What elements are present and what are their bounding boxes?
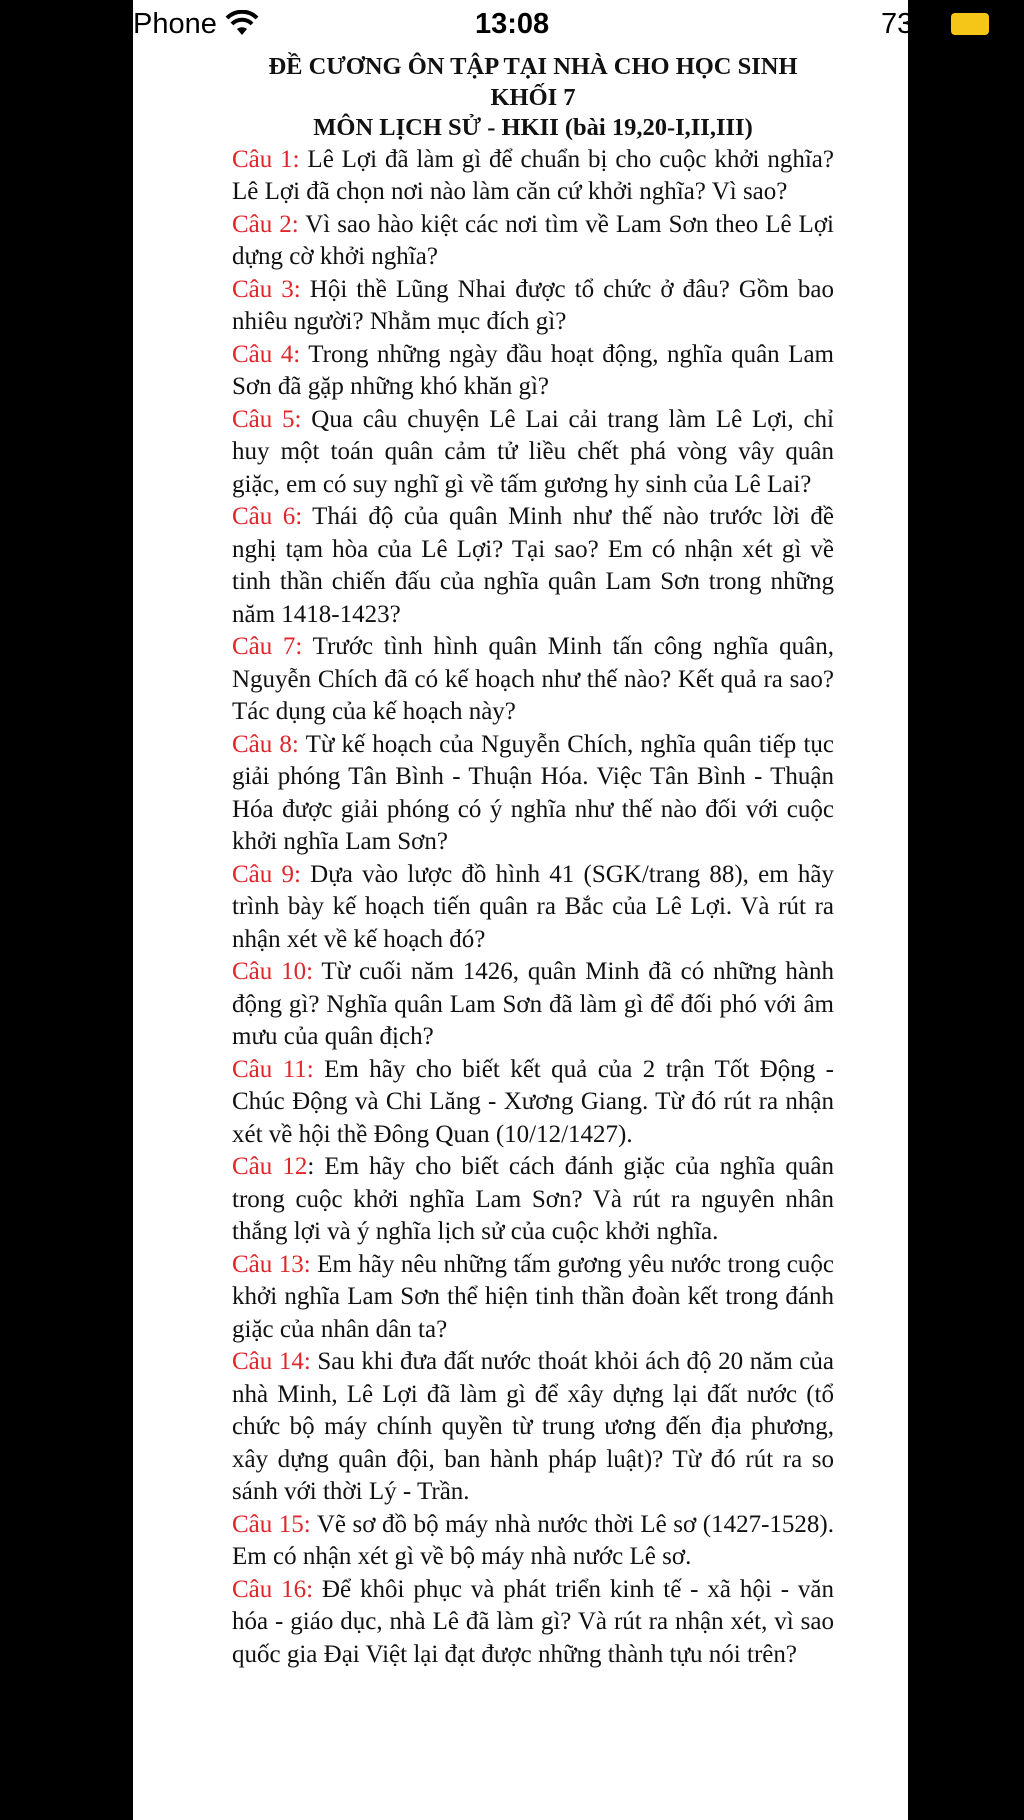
question-text: Trước tình hình quân Minh tấn công nghĩa quân, Nguyễn Chích đã có kế hoạch như thế nào? Kết quả ra sao? Tác dụng của kế hoạch này? bbox=[232, 633, 834, 725]
question-item bbox=[232, 631, 834, 729]
question-item bbox=[232, 501, 834, 631]
question-label: Câu 15: bbox=[232, 1510, 311, 1538]
question-text: Em hãy cho biết kết quả của 2 trận Tốt Động - Chúc Động và Chi Lăng - Xương Giang. Từ đó rút ra nhận xét về hội thề Đông Quan (10/12/1427). bbox=[232, 1055, 834, 1148]
title-line-3: MÔN LỊCH SỬ - HKII (bài 19,20-I,II,III) bbox=[313, 114, 753, 141]
question-text: Vẽ sơ đồ bộ máy nhà nước thời Lê sơ (1427-1528). Em có nhận xét gì về bộ máy nhà nước Lê sơ. bbox=[232, 1510, 835, 1570]
question-text: Dựa vào lược đồ hình 41 (SGK/trang 88), em hãy trình bày kế hoạch tiến quân ra Bắc của Lê Lợi. Và rút ra nhận xét về kế hoạch đó? bbox=[232, 860, 835, 953]
title-line-2: KHỐI 7 bbox=[490, 83, 576, 111]
question-item bbox=[232, 1574, 834, 1672]
question-item bbox=[232, 956, 834, 1054]
question-item bbox=[232, 729, 834, 859]
question-text: : Em hãy cho biết cách đánh giặc của nghĩa quân trong cuộc khởi nghĩa Lam Sơn? Và rút ra nguyên nhân thắng lợi và ý nghĩa lịch sử của cuộc khởi nghĩa. bbox=[232, 1153, 834, 1245]
question-item bbox=[232, 859, 834, 957]
question-item bbox=[232, 209, 834, 274]
question-label: Câu 8: bbox=[232, 730, 299, 758]
title-line-1: ĐỀ CƯƠNG ÔN TẬP TẠI NHÀ CHO HỌC SINH bbox=[268, 53, 798, 80]
question-label: Câu 10: bbox=[232, 958, 314, 985]
question-text: Từ cuối năm 1426, quân Minh đã có những hành động gì? Nghĩa quân Lam Sơn đã làm gì để đối phó với âm mưu của quân địch? bbox=[232, 958, 835, 1050]
battery-percent: 73 bbox=[881, 8, 914, 40]
question-item bbox=[232, 404, 834, 502]
question-label: Câu 2: bbox=[232, 210, 299, 238]
question-text: Vì sao hào kiệt các nơi tìm về Lam Sơn theo Lê Lợi dựng cờ khởi nghĩa? bbox=[232, 210, 834, 270]
question-text: Để khôi phục và phát triển kinh tế - xã hội - văn hóa - giáo dục, nhà Lê đã làm gì? Và rút ra nhận xét, vì sao quốc gia Đại Việt lại đạt được những thành tựu nói trên? bbox=[232, 1575, 835, 1668]
question-item bbox=[232, 339, 834, 404]
question-list bbox=[232, 144, 834, 1672]
question-item bbox=[232, 274, 834, 339]
question-label: Câu 9: bbox=[232, 860, 301, 888]
question-text: Thái độ của quân Minh như thế nào trước lời đề nghị tạm hòa của Lê Lợi? Tại sao? Em có nhận xét gì về tinh thần chiến đấu của nghĩa quân Lam Sơn trong những năm 1418-1423? bbox=[232, 503, 834, 628]
question-label: Câu 7: bbox=[232, 633, 303, 660]
question-text: Hội thề Lũng Nhai được tổ chức ở đâu? Gồm bao nhiêu người? Nhằm mục đích gì? bbox=[232, 275, 834, 335]
question-text: Qua câu chuyện Lê Lai cải trang làm Lê Lợi, chỉ huy một toán quân cảm tử liều chết phá vòng vây quân giặc, em có suy nghĩ gì về tấm gương hy sinh của Lê Lai? bbox=[232, 405, 834, 498]
question-label: Câu 14: bbox=[232, 1348, 311, 1375]
question-label: Câu 12 bbox=[232, 1153, 308, 1180]
question-label: Câu 4: bbox=[232, 340, 301, 368]
question-item bbox=[232, 1346, 834, 1509]
question-label: Câu 11: bbox=[232, 1055, 314, 1083]
question-label: Câu 6: bbox=[232, 503, 303, 530]
question-label: Câu 1: bbox=[232, 145, 300, 173]
question-text: Em hãy nêu những tấm gương yêu nước trong cuộc khởi nghĩa Lam Sơn thể hiện tinh thần đoàn kết trong đánh giặc của nhân dân ta? bbox=[232, 1250, 834, 1343]
clock-time: 13:08 bbox=[475, 8, 550, 40]
question-label: Câu 3: bbox=[232, 275, 301, 303]
battery-icon bbox=[951, 13, 989, 35]
wifi-icon bbox=[225, 10, 259, 36]
question-label: Câu 16: bbox=[232, 1575, 314, 1603]
carrier-label: Phone bbox=[133, 8, 217, 40]
question-item bbox=[232, 1249, 834, 1347]
question-item bbox=[232, 1151, 834, 1249]
document-content bbox=[232, 52, 834, 1671]
document-title bbox=[232, 52, 834, 144]
question-text: Lê Lợi đã làm gì để chuẩn bị cho cuộc khởi nghĩa? Lê Lợi đã chọn nơi nào làm căn cứ khởi nghĩa? Vì sao? bbox=[232, 145, 834, 205]
status-bar bbox=[133, 0, 914, 50]
question-text: Trong những ngày đầu hoạt động, nghĩa quân Lam Sơn đã gặp những khó khăn gì? bbox=[232, 340, 834, 400]
question-item bbox=[232, 1054, 834, 1152]
question-item bbox=[232, 1509, 834, 1574]
question-text: Sau khi đưa đất nước thoát khỏi ách độ 20 năm của nhà Minh, Lê Lợi đã làm gì để xây dựng lại đất nước (tổ chức bộ máy chính quyền từ trung ương đến địa phương, xây dựng quân đội, ban hành pháp luật)? Từ đó rút ra so sánh với thời Lý - Trần. bbox=[232, 1348, 834, 1505]
question-text: Từ kế hoạch của Nguyễn Chích, nghĩa quân tiếp tục giải phóng Tân Bình - Thuận Hóa. Việc Tân Bình - Thuận Hóa được giải phóng có ý nghĩa như thế nào đối với cuộc khởi nghĩa Lam Sơn? bbox=[232, 730, 835, 855]
question-label: Câu 13: bbox=[232, 1250, 311, 1278]
question-item bbox=[232, 144, 834, 209]
question-label: Câu 5: bbox=[232, 405, 302, 433]
